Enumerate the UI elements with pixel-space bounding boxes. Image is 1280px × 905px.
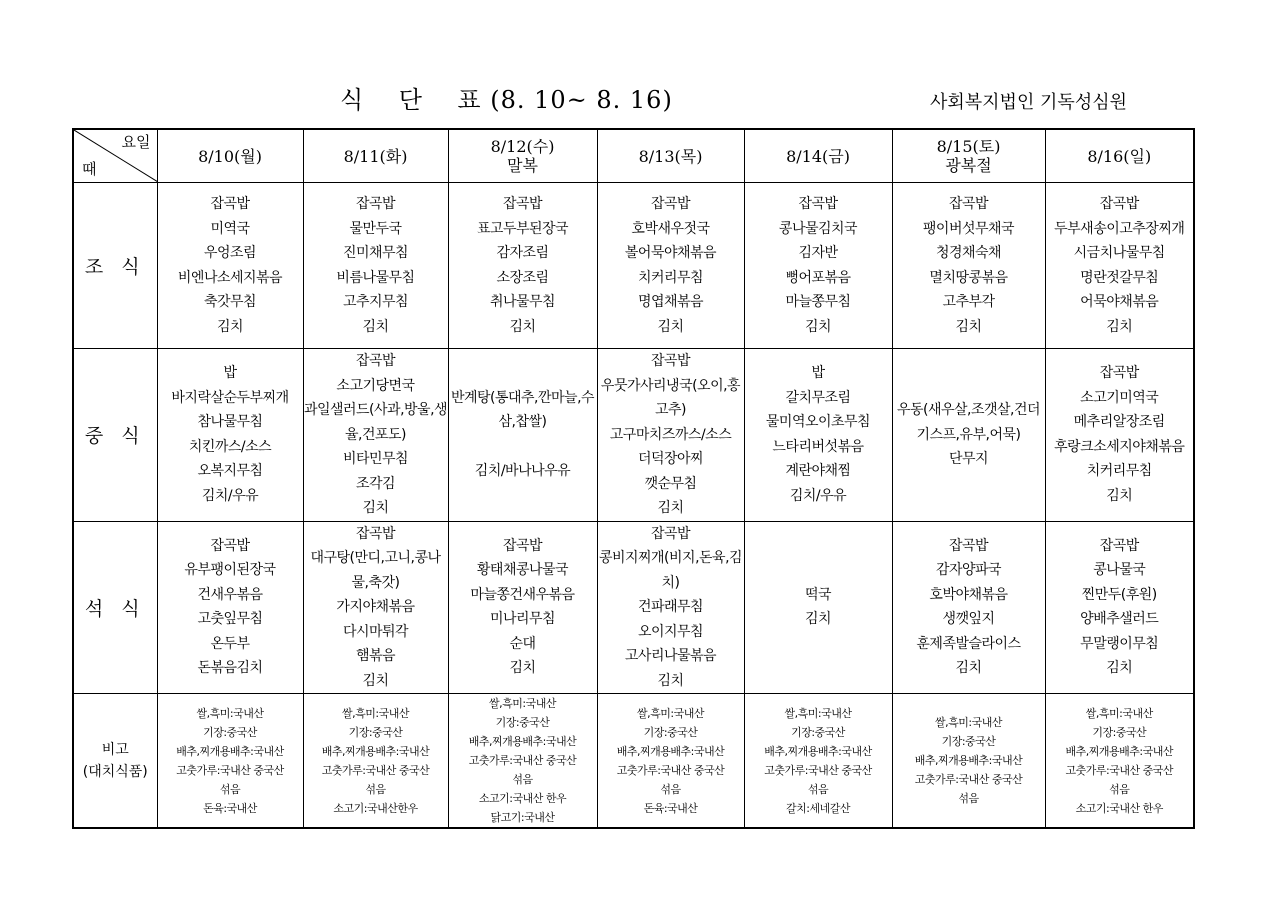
- menu-item: 계란야채찜: [785, 463, 851, 480]
- lunch-cell: [597, 349, 744, 522]
- menu-item: 조각김: [355, 475, 396, 492]
- menu-item: 김자반: [798, 245, 838, 261]
- origin-item: 배추,찌개용배추:국내산: [321, 744, 430, 758]
- menu-item: 다시마튀각: [342, 623, 409, 640]
- menu-item: 잡곡밥: [355, 196, 396, 212]
- menu-item: 유부팽이된장국: [184, 562, 276, 579]
- menu-item: 팽이버섯무채국: [922, 220, 1015, 237]
- notes-cell: [597, 694, 744, 829]
- menu-item: 청경채숙채: [935, 245, 1002, 261]
- menu-item: 명엽채볶음: [637, 294, 704, 310]
- day-header: [157, 129, 303, 183]
- origin-item: 배추,찌개용배추:국내산: [616, 744, 725, 758]
- origin-item: 고춧가루:국내산 중국산: [176, 763, 284, 777]
- menu-item: 볼어묵야채볶음: [624, 245, 717, 261]
- menu-item: 고춧잎무침: [197, 611, 263, 628]
- breakfast-cell: [303, 183, 448, 349]
- origin-item: 돈육:국내산: [203, 801, 257, 815]
- menu-item: 치킨까스/소스: [188, 438, 272, 455]
- menu-table: [72, 128, 1195, 829]
- origin-item: 쌀,흑미:국내산: [489, 697, 556, 710]
- menu-item: 잡곡밥: [1099, 537, 1139, 554]
- menu-item: 더덕장아찌: [637, 451, 704, 467]
- menu-item: 김치: [362, 672, 389, 689]
- menu-item: 양배추샐러드: [1080, 611, 1159, 628]
- origin-item: 쌀,흑미:국내산: [196, 706, 264, 720]
- menu-item: 우뭇가사리냉국(오이,홍고추): [600, 377, 741, 418]
- origin-item: 갈치:세네갈산: [786, 801, 850, 815]
- menu-item: 가지야채볶음: [336, 599, 415, 615]
- menu-item: 김치: [509, 318, 536, 335]
- menu-item: 김치: [657, 672, 684, 689]
- origin-item: 닭고기:국내산: [490, 811, 555, 824]
- menu-item: 후랑크소세지야채볶음: [1054, 438, 1185, 455]
- menu-item: 건파래무침: [637, 599, 704, 615]
- menu-item: 과일샐러드(사과,방울,생율,건포도): [303, 402, 448, 443]
- menu-item: 돈볶음김치: [197, 660, 263, 677]
- menu-item: 호박새우젓국: [631, 220, 710, 237]
- menu-item: 잡곡밥: [355, 525, 396, 542]
- origin-item: 기장:중국산: [941, 735, 996, 748]
- corner-meal-label: 때: [82, 160, 97, 178]
- lunch-label: 중 식: [73, 349, 157, 522]
- dinner-cell: [303, 521, 448, 694]
- menu-item: 호박야채볶음: [929, 586, 1008, 603]
- dinner-row: [73, 521, 1194, 694]
- lunch-cell: [744, 349, 892, 522]
- menu-item: 잡곡밥: [502, 196, 543, 212]
- origin-item: 기장:중국산: [791, 725, 845, 739]
- menu-item: 깻순무침: [644, 475, 697, 492]
- menu-item: 비타민무침: [342, 451, 409, 467]
- origin-item: 기장:중국산: [1092, 725, 1147, 739]
- menu-item: 김치: [657, 318, 684, 335]
- menu-item: 김치: [1106, 318, 1133, 335]
- menu-item: 고추지무침: [342, 294, 409, 310]
- origin-item: 섞음: [219, 782, 241, 796]
- origin-item: 고춧가루:국내산 중국산: [468, 754, 577, 767]
- menu-item: 감자양파국: [935, 562, 1002, 579]
- dinner-cell: [744, 521, 892, 694]
- menu-item: 훈제족발슬라이스: [916, 635, 1021, 652]
- menu-item: 갈치무조림: [785, 389, 851, 406]
- dinner-cell: [157, 521, 303, 694]
- notes-cell: [448, 694, 597, 829]
- origin-item: 소고기:국내산 한우: [1075, 801, 1163, 815]
- menu-item: 콩비지찌개(비지,돈육,김치): [598, 550, 743, 591]
- menu-item: 오복지무침: [197, 463, 263, 480]
- menu-item: 물미역오이초무침: [765, 414, 871, 431]
- corner-cell: [73, 129, 157, 183]
- day-header: [448, 129, 597, 183]
- menu-item: 우동(새우살,조갯살,건더기스프,유부,어묵): [896, 402, 1041, 443]
- menu-item: 소고기미역국: [1080, 389, 1159, 406]
- origin-item: 소고기:국내산한우: [333, 801, 418, 815]
- origin-item: 고춧가루:국내산 중국산: [764, 763, 872, 777]
- lunch-cell: [1045, 349, 1194, 522]
- menu-item: 감자조림: [496, 245, 549, 261]
- menu-item: 비름나물무침: [336, 269, 415, 286]
- day-header: [1045, 129, 1194, 183]
- dinner-cell: [1045, 521, 1194, 694]
- origin-item: 고춧가루:국내산 중국산: [321, 763, 430, 777]
- menu-item: 시금치나물무침: [1073, 245, 1165, 261]
- origin-item: 기장:중국산: [348, 725, 403, 739]
- menu-item: 참나물무침: [197, 414, 263, 431]
- menu-item: 표고두부된장국: [476, 220, 569, 237]
- corner-day-label: 요일: [121, 133, 151, 151]
- menu-item: 취나물무침: [489, 294, 556, 310]
- origin-item: 배추,찌개용배추:국내산: [176, 744, 284, 758]
- dinner-cell: [448, 521, 597, 694]
- menu-item: 마늘쫑무침: [785, 294, 851, 310]
- menu-item: [449, 435, 597, 460]
- menu-item: 뻥어포볶음: [785, 269, 851, 286]
- menu-item: 잡곡밥: [1099, 196, 1139, 212]
- menu-item: 진미채무침: [342, 245, 409, 261]
- menu-item: 비엔나소세지볶음: [177, 269, 283, 286]
- breakfast-cell: [597, 183, 744, 349]
- breakfast-cell: [744, 183, 892, 349]
- notes-cell: [1045, 694, 1194, 829]
- lunch-cell: [448, 349, 597, 522]
- menu-item: 떡국: [804, 586, 832, 603]
- menu-item: 잡곡밥: [210, 196, 250, 212]
- menu-item: 치커리무침: [637, 269, 704, 286]
- menu-item: 김치: [804, 318, 832, 335]
- day-note: 말복: [507, 156, 538, 175]
- menu-item: 잡곡밥: [948, 537, 989, 554]
- menu-item: 대구탕(만디,고니,콩나물,축갓): [310, 550, 441, 591]
- origin-item: 돈육:국내산: [643, 801, 698, 815]
- menu-item: 메추리알장조림: [1073, 414, 1165, 431]
- menu-item: 명란젓갈무침: [1080, 269, 1159, 286]
- notes-cell: [744, 694, 892, 829]
- menu-item: 고구마치즈까스/소스: [609, 426, 732, 443]
- menu-item: 축갓무침: [203, 294, 257, 310]
- breakfast-cell: [892, 183, 1045, 349]
- notes-cell: [892, 694, 1045, 829]
- day-note: 광복절: [945, 156, 992, 175]
- dinner-cell: [597, 521, 744, 694]
- breakfast-cell: [1045, 183, 1194, 349]
- menu-item: 잡곡밥: [798, 196, 838, 212]
- menu-item: 찐만두(후원): [1081, 586, 1157, 603]
- menu-item: 햄볶음: [355, 648, 396, 664]
- menu-item: 잡곡밥: [650, 353, 691, 369]
- notes-cell: [303, 694, 448, 829]
- origin-item: 섞음: [1109, 782, 1130, 796]
- menu-item: 김치/우유: [789, 487, 847, 504]
- origin-item: 배추,찌개용배추:국내산: [764, 744, 872, 758]
- lunch-row: [73, 349, 1194, 522]
- lunch-cell: [303, 349, 448, 522]
- menu-item: 김치: [1106, 487, 1133, 504]
- menu-item: 미역국: [210, 220, 250, 237]
- menu-item: 미나리무침: [489, 611, 556, 628]
- menu-item: 두부새송이고추장찌개: [1054, 220, 1185, 237]
- menu-item: 잡곡밥: [650, 196, 691, 212]
- notes-row: [73, 694, 1194, 829]
- menu-item: 잡곡밥: [650, 525, 691, 542]
- origin-item: 기장:중국산: [643, 725, 698, 739]
- menu-item: 김치: [657, 500, 684, 516]
- menu-item: 잡곡밥: [210, 537, 250, 554]
- breakfast-cell: [157, 183, 303, 349]
- origin-item: 기장:중국산: [495, 716, 550, 729]
- origin-item: 쌀,흑미:국내산: [784, 706, 852, 720]
- menu-item: 김치: [362, 500, 389, 516]
- menu-item: 단무지: [948, 451, 989, 467]
- dinner-cell: [892, 521, 1045, 694]
- day-date: 8/15(토): [936, 137, 1001, 156]
- menu-item: 멸치땅콩볶음: [929, 269, 1008, 286]
- menu-item: 고추부각: [942, 294, 995, 310]
- menu-item: 건새우볶음: [197, 586, 263, 603]
- menu-item: 콩나물국: [1093, 562, 1146, 579]
- origin-item: 쌀,흑미:국내산: [935, 716, 1002, 729]
- menu-item: 마늘쫑건새우볶음: [470, 586, 575, 603]
- menu-item: 김치/바나나우유: [474, 463, 571, 480]
- menu-item: 잡곡밥: [355, 353, 396, 369]
- menu-item: 생깻잎지: [942, 611, 995, 628]
- menu-item: 바지락살순두부찌개: [171, 389, 289, 406]
- menu-item: 치커리무침: [1086, 463, 1152, 480]
- origin-item: 배추,찌개용배추:국내산: [914, 754, 1023, 767]
- breakfast-row: [73, 183, 1194, 349]
- menu-item: 순대: [509, 635, 536, 652]
- day-date: 8/10(월): [198, 146, 262, 166]
- day-date: 8/11(화): [343, 146, 408, 166]
- origin-item: 쌀,흑미:국내산: [637, 706, 704, 720]
- day-date: 8/14(금): [786, 146, 850, 166]
- menu-item: 반계탕(통대추,깐마늘,수삼,찹쌀): [450, 389, 595, 431]
- menu-item: 잡곡밥: [502, 537, 543, 554]
- day-header: [597, 129, 744, 183]
- day-header: [303, 129, 448, 183]
- menu-item: 밥: [811, 365, 825, 382]
- origin-item: 쌀,흑미:국내산: [1085, 706, 1153, 720]
- menu-item: 김치: [804, 611, 832, 628]
- day-header: [892, 129, 1045, 183]
- menu-item: 소고기당면국: [336, 377, 415, 394]
- origin-item: 섞음: [660, 782, 681, 796]
- menu-item: 잡곡밥: [948, 196, 989, 212]
- header-row: [73, 129, 1194, 183]
- origin-item: 고춧가루:국내산 중국산: [914, 773, 1023, 786]
- menu-item: 김치: [509, 660, 536, 677]
- menu-item: 잡곡밥: [1099, 365, 1139, 382]
- day-date: 8/13(목): [638, 146, 703, 166]
- menu-item: 무말랭이무침: [1080, 635, 1159, 652]
- origin-item: 고춧가루:국내산 중국산: [1065, 763, 1173, 777]
- menu-item: 김치: [955, 318, 982, 335]
- organization-name: 사회복지법인 기독성심원: [930, 92, 1127, 113]
- menu-item: 김치: [955, 660, 982, 677]
- breakfast-label: 조 식: [73, 183, 157, 349]
- origin-item: 섞음: [807, 782, 829, 796]
- menu-item: 김치: [362, 318, 389, 335]
- day-date: 8/12(수): [490, 137, 555, 156]
- day-header: [744, 129, 892, 183]
- notes-label: 비고 (대치식품): [73, 694, 157, 829]
- notes-cell: [157, 694, 303, 829]
- menu-item: 콩나물김치국: [778, 220, 858, 237]
- menu-item: 김치: [216, 318, 244, 335]
- menu-item: 온두부: [210, 635, 250, 652]
- page-title: 식 단 표 (8. 10~ 8. 16): [340, 86, 673, 114]
- origin-item: 배추,찌개용배추:국내산: [1065, 744, 1173, 758]
- menu-item: 우엉조림: [203, 245, 257, 261]
- menu-item: 느타리버섯볶음: [772, 438, 864, 455]
- menu-item: 물만두국: [349, 220, 402, 237]
- origin-item: 배추,찌개용배추:국내산: [468, 735, 577, 748]
- origin-item: 소고기:국내산 한우: [478, 792, 567, 805]
- dinner-label: 석 식: [73, 521, 157, 694]
- menu-item: 오이지무침: [637, 623, 704, 640]
- origin-item: 쌀,흑미:국내산: [342, 706, 409, 720]
- menu-item: 김치/우유: [201, 487, 259, 504]
- origin-item: 섞음: [512, 773, 533, 786]
- menu-item: 어묵야채볶음: [1080, 294, 1159, 310]
- menu-item: 소장조림: [496, 269, 549, 286]
- menu-item: 고사리나물볶음: [624, 648, 717, 664]
- lunch-cell: [892, 349, 1045, 522]
- origin-item: 섞음: [958, 792, 979, 805]
- origin-item: 기장:중국산: [203, 725, 257, 739]
- breakfast-cell: [448, 183, 597, 349]
- origin-item: 고춧가루:국내산 중국산: [616, 763, 725, 777]
- lunch-cell: [157, 349, 303, 522]
- origin-item: 섞음: [365, 782, 386, 796]
- menu-item: 황태채콩나물국: [476, 562, 569, 579]
- menu-item: 밥: [223, 365, 237, 382]
- day-date: 8/16(일): [1087, 146, 1152, 166]
- menu-item: 김치: [1106, 660, 1133, 677]
